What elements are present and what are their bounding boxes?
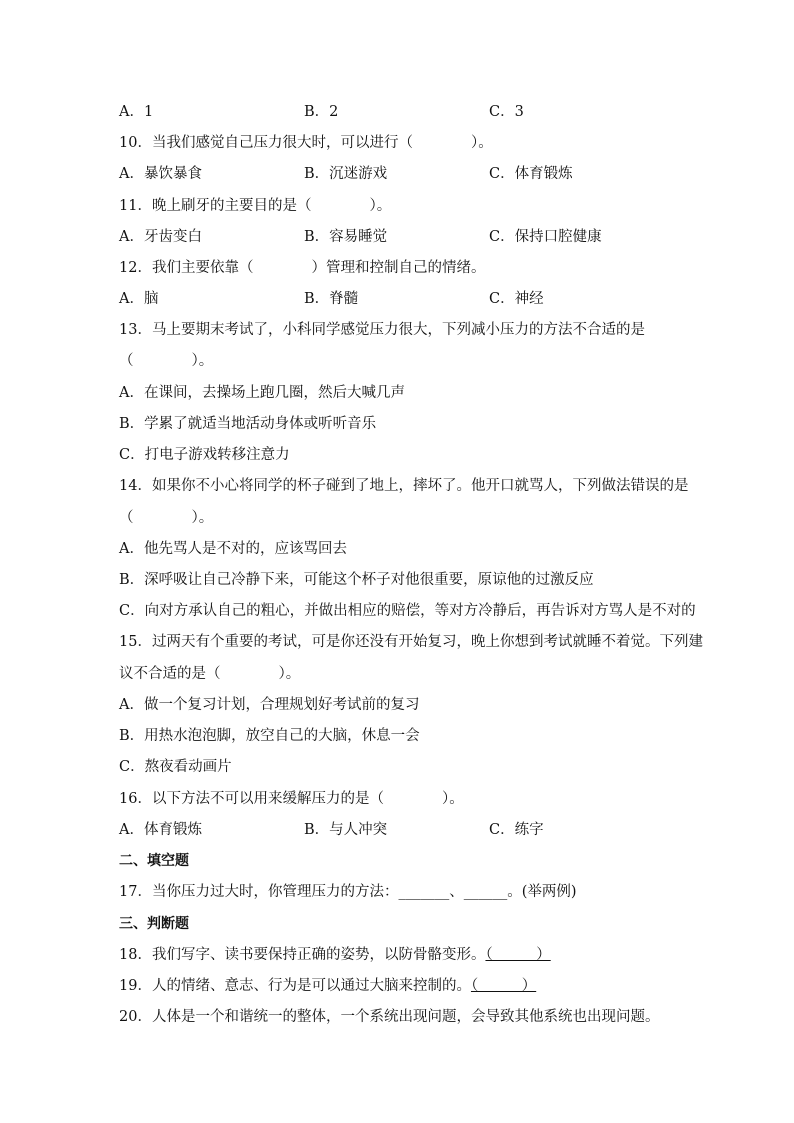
q9-option-a[interactable]: A．1 <box>119 104 154 120</box>
q16-stem: 16．以下方法不可以用来缓解压力的是（ ）。 <box>119 791 464 807</box>
q16-option-c[interactable]: C．练字 <box>489 822 544 838</box>
q19-stem: 19．人的情绪、意志、行为是可以通过大脑来控制的。 <box>119 978 471 994</box>
q15-stem-line2: 议不合适的是（ ）。 <box>119 666 301 682</box>
q19-answer-blank[interactable]: （ ） <box>470 978 537 994</box>
q12-option-b[interactable]: B．脊髓 <box>304 291 359 307</box>
q15-option-c[interactable]: C．熬夜看动画片 <box>119 759 232 775</box>
q9-option-b[interactable]: B．2 <box>304 104 339 120</box>
q11-stem: 11．晚上刷牙的主要目的是（ ）。 <box>119 198 392 214</box>
q18-stem: 18．我们写字、读书要保持正确的姿势，以防骨骼变形。 <box>119 947 486 963</box>
q14-option-a[interactable]: A．他先骂人是不对的，应该骂回去 <box>119 541 347 557</box>
q11-option-b[interactable]: B．容易睡觉 <box>304 229 388 245</box>
q9-option-c[interactable]: C．3 <box>489 104 524 120</box>
q13-option-a[interactable]: A．在课间，去操场上跑几圈，然后大喊几声 <box>119 385 405 401</box>
q13-stem-line1: 13．马上要期末考试了，小科同学感觉压力很大，下列减小压力的方法不合适的是 <box>119 322 645 338</box>
q16-option-b[interactable]: B．与人冲突 <box>304 822 388 838</box>
q10-option-c[interactable]: C．体育锻炼 <box>489 166 573 182</box>
q12-option-a[interactable]: A．脑 <box>119 291 159 307</box>
q20-stem: 20．人体是一个和谐统一的整体，一个系统出现问题，会导致其他系统也出现问题。 <box>119 1009 660 1025</box>
q10-option-a[interactable]: A．暴饮暴食 <box>119 166 202 182</box>
q18-line <box>119 944 551 966</box>
q19-line <box>119 975 536 997</box>
q14-option-b[interactable]: B．深呼吸让自己冷静下来，可能这个杯子对他很重要，原谅他的过激反应 <box>119 572 594 588</box>
q14-stem-line1: 14．如果你不小心将同学的杯子碰到了地上，摔坏了。他开口就骂人，下列做法错误的是 <box>119 478 689 494</box>
q14-stem-line2: （ ）。 <box>119 510 214 526</box>
q15-stem-line1: 15．过两天有个重要的考试，可是你还没有开始复习，晚上你想到考试就睡不着觉。下列建 <box>119 634 703 650</box>
q13-option-c[interactable]: C．打电子游戏转移注意力 <box>119 447 290 463</box>
q11-option-a[interactable]: A．牙齿变白 <box>119 229 202 245</box>
q12-stem: 12．我们主要依靠（ ）管理和控制自己的情绪。 <box>119 260 486 276</box>
q10-option-b[interactable]: B．沉迷游戏 <box>304 166 388 182</box>
section-true-false-title: 三、判断题 <box>119 916 189 932</box>
q13-stem-line2: （ ）。 <box>119 353 214 369</box>
q18-answer-blank[interactable]: （ ） <box>485 947 551 963</box>
q14-option-c[interactable]: C．向对方承认自己的粗心，并做出相应的赔偿，等对方冷静后，再告诉对方骂人是不对的 <box>119 603 696 619</box>
q12-option-c[interactable]: C．神经 <box>489 291 544 307</box>
q15-option-a[interactable]: A．做一个复习计划，合理规划好考试前的复习 <box>119 697 420 713</box>
section-fill-in-title: 二、填空题 <box>119 853 189 869</box>
q15-option-b[interactable]: B．用热水泡泡脚，放空自己的大脑，休息一会 <box>119 728 420 744</box>
q17-stem[interactable]: 17．当你压力过大时，你管理压力的方法：_______、______。(举两例) <box>119 884 577 900</box>
q10-stem: 10．当我们感觉自己压力很大时，可以进行（ ）。 <box>119 135 493 151</box>
q11-option-c[interactable]: C．保持口腔健康 <box>489 229 602 245</box>
q16-option-a[interactable]: A．体育锻炼 <box>119 822 202 838</box>
q13-option-b[interactable]: B．学累了就适当地活动身体或听听音乐 <box>119 416 377 432</box>
